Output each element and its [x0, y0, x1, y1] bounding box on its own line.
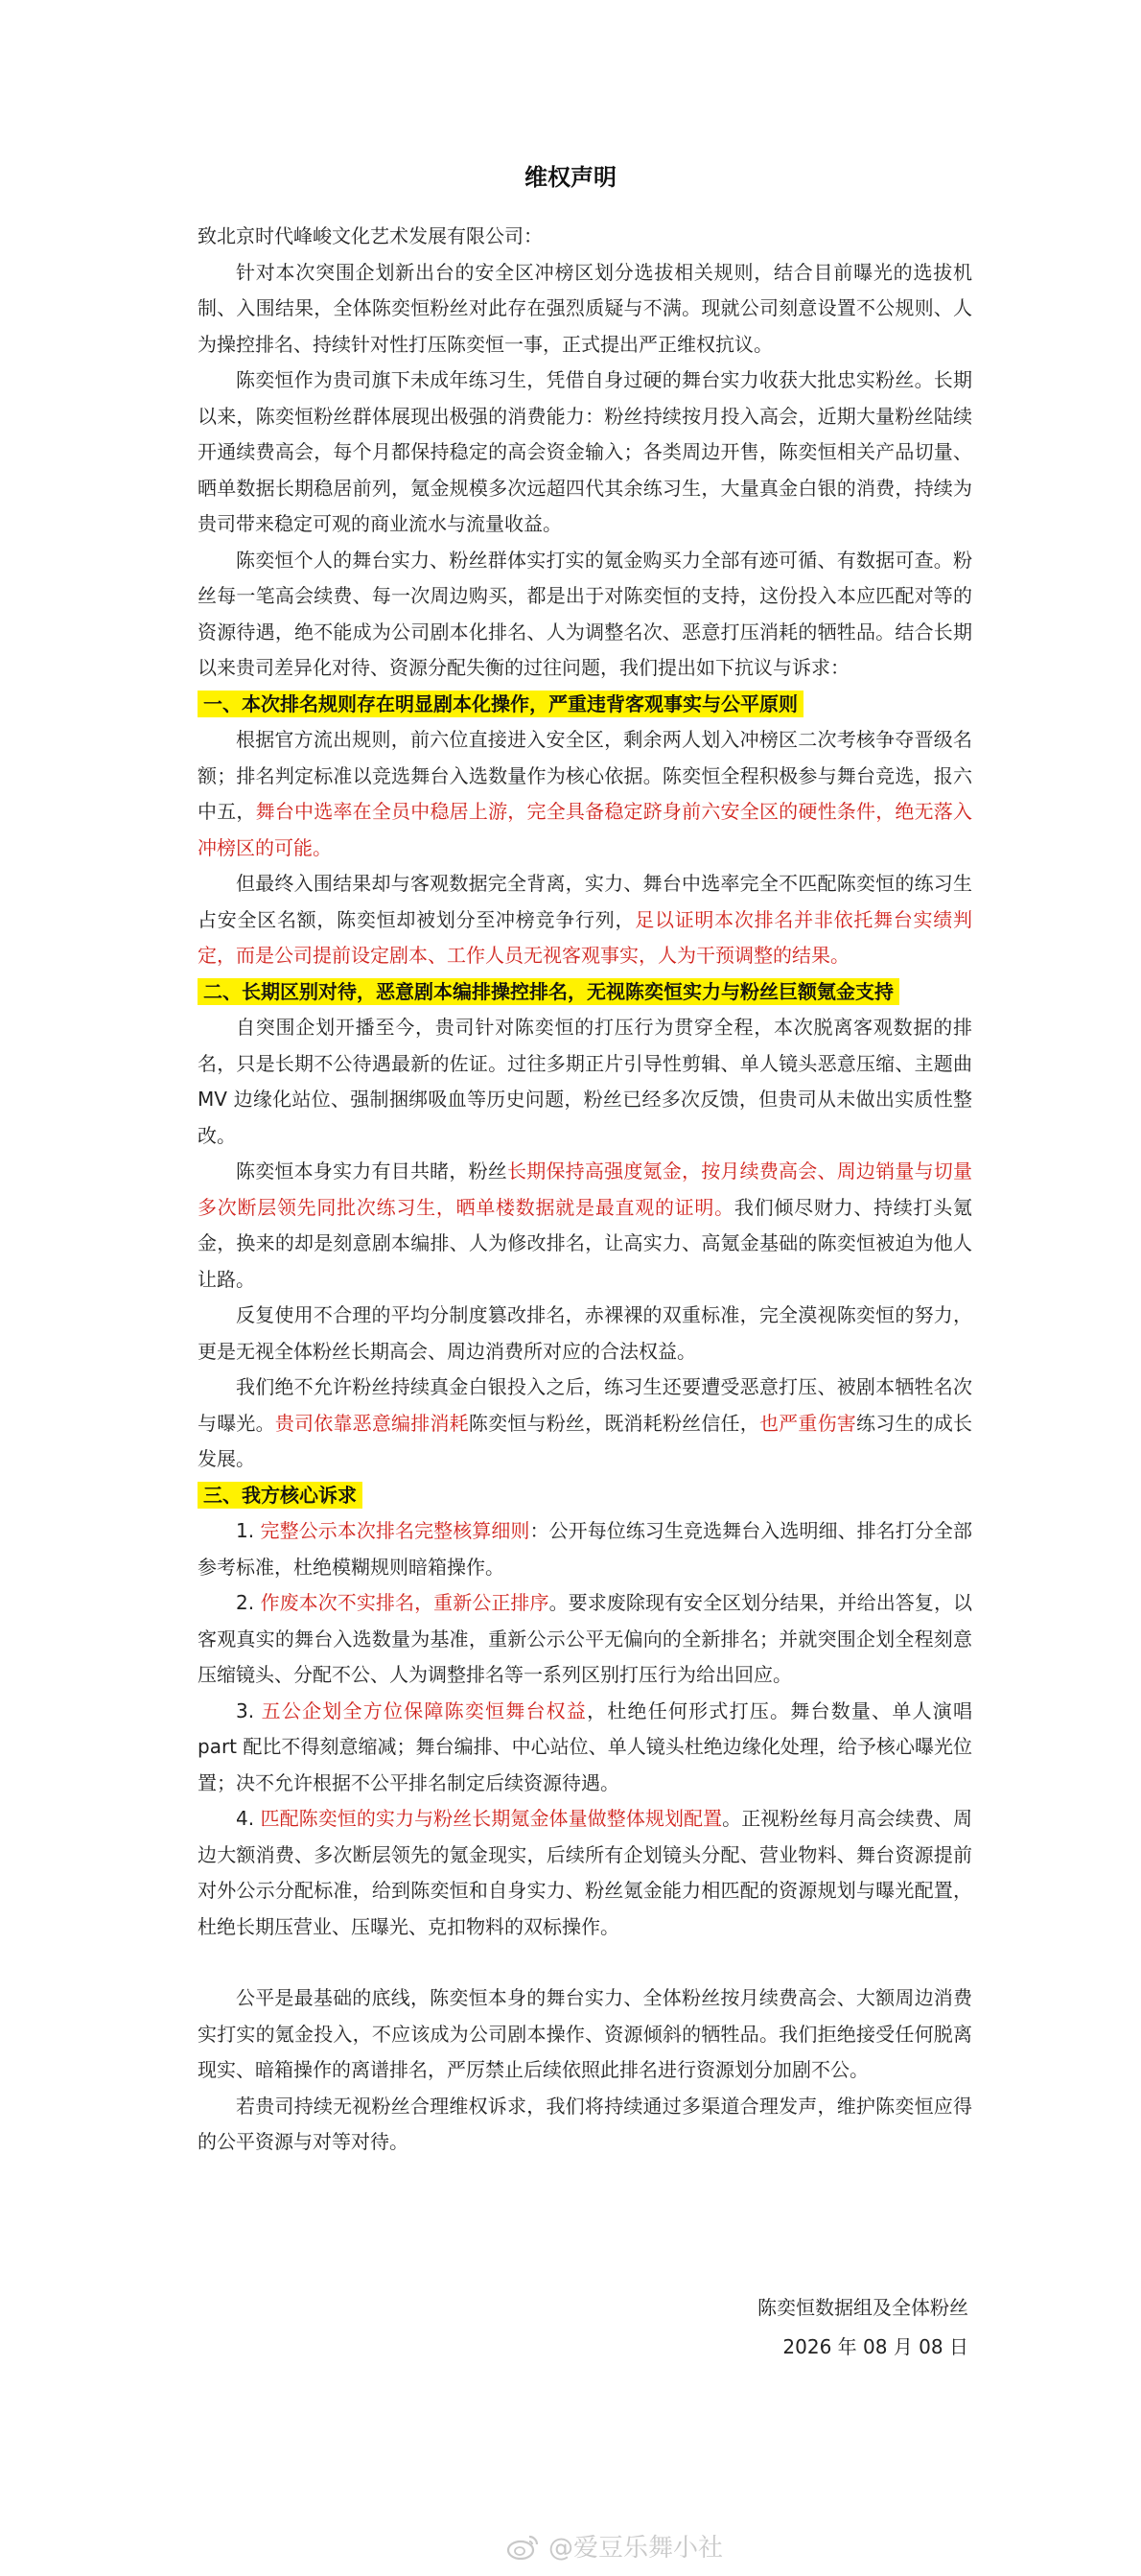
paragraph-text: 1. [236, 1519, 261, 1542]
intro-section [198, 255, 972, 687]
paragraph-text: 根据官方流出规则，前六位直接进入安全区，剩余两人划入冲榜区二次考核争夺晋级名额；排名判定标准以竞选舞台入选数量作为核心依据。陈奕恒全程积极参与舞台竞选，报六中五， [198, 728, 972, 823]
paragraph-text: ：公开每位练习生竞选舞台入选明细、排名打分全部参考标准，杜绝模糊规则暗箱操作。 [198, 1519, 972, 1579]
section-1-heading-text: 一、本次排名规则存在明显剧本化操作，严重违背客观事实与公平原则 [198, 691, 803, 717]
section-3-body [198, 1513, 972, 1945]
paragraph [198, 1801, 972, 1945]
paragraph-text: 。要求废除现有安全区划分结果，并给出答复，以客观真实的舞台入选数量为基准，重新公示公平无偏向的全新排名；并就突围企划全程刻意压缩镜头、分配不公、人为调整排名等一系列区别打压行为给出回应。 [198, 1591, 973, 1686]
paragraph [198, 722, 972, 866]
page-title: 维权声明 [524, 164, 617, 191]
closing-section [198, 1980, 972, 2161]
statement-body [198, 219, 972, 2161]
paragraph-text: 但最终入围结果却与客观数据完全背离，实力、舞台中选率完全不匹配陈奕恒的练习生占安全区名额，陈奕恒却被划分至冲榜竞争行列， [198, 872, 972, 931]
section-3-heading [198, 1478, 972, 1514]
paragraph [198, 1513, 972, 1585]
paragraph-text: 陈奕恒与粉丝，既消耗粉丝信任， [468, 1411, 759, 1435]
paragraph [198, 543, 972, 687]
paragraph [198, 1980, 972, 2089]
emphasis-text: 完整公示本次排名完整核算细则 [260, 1519, 530, 1542]
paragraph [198, 1370, 972, 1478]
paragraph-text: 4. [236, 1807, 261, 1830]
paragraph-text: 。正视粉丝每月高会续费、周边大额消费、多次断层领先的氪金现实，后续所有企划镜头分配、营业物料、舞台资源提前对外公示分配标准，给到陈奕恒和自身实力、粉丝氪金能力相匹配的资源规划与曝光配置，杜绝长期压营业、压曝光、克扣物料的双标操作。 [198, 1807, 972, 1938]
section-2-heading [198, 974, 972, 1011]
emphasis-text: 舞台中选率在全员中稳居上游，完全具备稳定跻身前六安全区的硬性条件，绝无落入冲榜区的可能。 [198, 800, 973, 859]
paragraph-text: 陈奕恒个人的舞台实力、粉丝群体实打实的氪金购买力全部有迹可循、有数据可查。粉丝每一笔高会续费、每一次周边购买，都是出于对陈奕恒的支持，这份投入本应匹配对等的资源待遇，绝不能成为公司剧本化排名、人为调整名次、恶意打压消耗的牺牲品。结合长期以来贵司差异化对待、资源分配失衡的过往问题，我们提出如下抗议与诉求： [198, 548, 972, 679]
paragraph-text: 我们倾尽财力、持续打头氪金，换来的却是刻意剧本编排、人为修改排名，让高实力、高氪金基础的陈奕恒被迫为他人让路。 [198, 1195, 973, 1291]
watermark [506, 2528, 723, 2564]
emphasis-text: 长期保持高强度氪金，按月续费高会、周边销量与切量多次断层领先同批次练习生，晒单楼数据就是最直观的证明。 [198, 1159, 973, 1219]
emphasis-text: 作废本次不实排名，重新公正排序 [260, 1591, 549, 1614]
paragraph [198, 2089, 972, 2161]
section-2-body [198, 1010, 972, 1478]
paragraph-text: 陈奕恒作为贵司旗下未成年练习生，凭借自身过硬的舞台实力收获大批忠实粉丝。长期以来，陈奕恒粉丝群体展现出极强的消费能力：粉丝持续按月投入高会，近期大量粉丝陆续开通续费高会，每个月都保持稳定的高会资金输入；各类周边开售，陈奕恒相关产品切量、晒单数据长期稳居前列，氪金规模多次远超四代其余练习生，大量真金白银的消费，持续为贵司带来稳定可观的商业流水与流量收益。 [198, 368, 972, 535]
section-2-heading-text: 二、长期区别对待，恶意剧本编排操控排名，无视陈奕恒实力与粉丝巨额氪金支持 [198, 978, 899, 1005]
paragraph-text: 陈奕恒本身实力有目共睹，粉丝 [236, 1159, 508, 1183]
watermark-text: @爱豆乐舞小社 [548, 2534, 724, 2563]
paragraph [198, 1694, 972, 1802]
paragraph [198, 866, 972, 974]
paragraph [198, 255, 972, 363]
paragraph-text: 3. [236, 1698, 262, 1722]
paragraph [198, 1298, 972, 1370]
emphasis-text: 足以证明本次排名并非依托舞台实绩判定，而是公司提前设定剧本、工作人员无视客观事实，人为干预调整的结果。 [198, 907, 973, 967]
paragraph [198, 1154, 972, 1298]
paragraph-text: 练习生的成长发展。 [198, 1411, 973, 1470]
paragraph-text: 反复使用不合理的平均分制度篡改排名，赤裸裸的双重标准，完全漠视陈奕恒的努力，更是无视全体粉丝长期高会、周边消费所对应的合法权益。 [198, 1303, 972, 1363]
paragraph-text: 公平是最基础的底线，陈奕恒本身的舞台实力、全体粉丝按月续费高会、大额周边消费实打实的氪金投入，不应该成为公司剧本操作、资源倾斜的牺牲品。我们拒绝接受任何脱离现实、暗箱操作的离谱排名，严厉禁止后续依照此排名进行资源划分加剧不公。 [198, 1986, 972, 2081]
paragraph-text: 自突围企划开播至今，贵司针对陈奕恒的打压行为贯穿全程，本次脱离客观数据的排名，只是长期不公待遇最新的佐证。过往多期正片引导性剪辑、单人镜头恶意压缩、主题曲 MV 边缘化站位、强制捆绑吸血等历史问题，粉丝已经多次反馈，但贵司从未做出实质性整改。 [198, 1016, 972, 1147]
section-1-heading [198, 687, 972, 723]
paragraph-text: 我们绝不允许粉丝持续真金白银投入之后，练习生还要遭受恶意打压、被剧本牺牲名次与曝光。 [198, 1375, 972, 1435]
paragraph [198, 1585, 972, 1694]
emphasis-text: 五公企划全方位保障陈奕恒舞台权益 [261, 1698, 588, 1722]
section-1-body [198, 722, 972, 974]
paragraph-text: 若贵司持续无视粉丝合理维权诉求，我们将持续通过多渠道合理发声，维护陈奕恒应得的公平资源与对等对待。 [198, 2094, 972, 2153]
signature-org: 陈奕恒数据组及全体粉丝 [757, 2296, 968, 2319]
paragraph-text: 针对本次突围企划新出台的安全区冲榜区划分选拔相关规则，结合目前曝光的选拔机制、入围结果，全体陈奕恒粉丝对此存在强烈质疑与不满。现就公司刻意设置不公规则、人为操控排名、持续针对性打压陈奕恒一事，正式提出严正维权抗议。 [198, 260, 972, 356]
emphasis-text: 匹配陈奕恒的实力与粉丝长期氪金体量做整体规划配置 [260, 1807, 723, 1830]
weibo-icon [506, 2533, 541, 2560]
paragraph [198, 363, 972, 543]
emphasis-text: 也严重伤害 [758, 1411, 856, 1435]
salutation: 致北京时代峰峻文化艺术发展有限公司： [198, 224, 543, 247]
emphasis-text: 贵司依靠恶意编排消耗 [274, 1411, 469, 1435]
signature-date: 2026 年 08 月 08 日 [782, 2335, 968, 2358]
paragraph-text: ，杜绝任何形式打压。舞台数量、单人演唱 part 配比不得刻意缩减；舞台编排、中心站位、单人镜头杜绝边缘化处理，给予核心曝光位置；决不允许根据不公平排名制定后续资源待遇。 [198, 1698, 972, 1794]
paragraph-text: 2. [236, 1591, 261, 1614]
section-3-heading-text: 三、我方核心诉求 [198, 1482, 362, 1509]
paragraph [198, 1010, 972, 1154]
